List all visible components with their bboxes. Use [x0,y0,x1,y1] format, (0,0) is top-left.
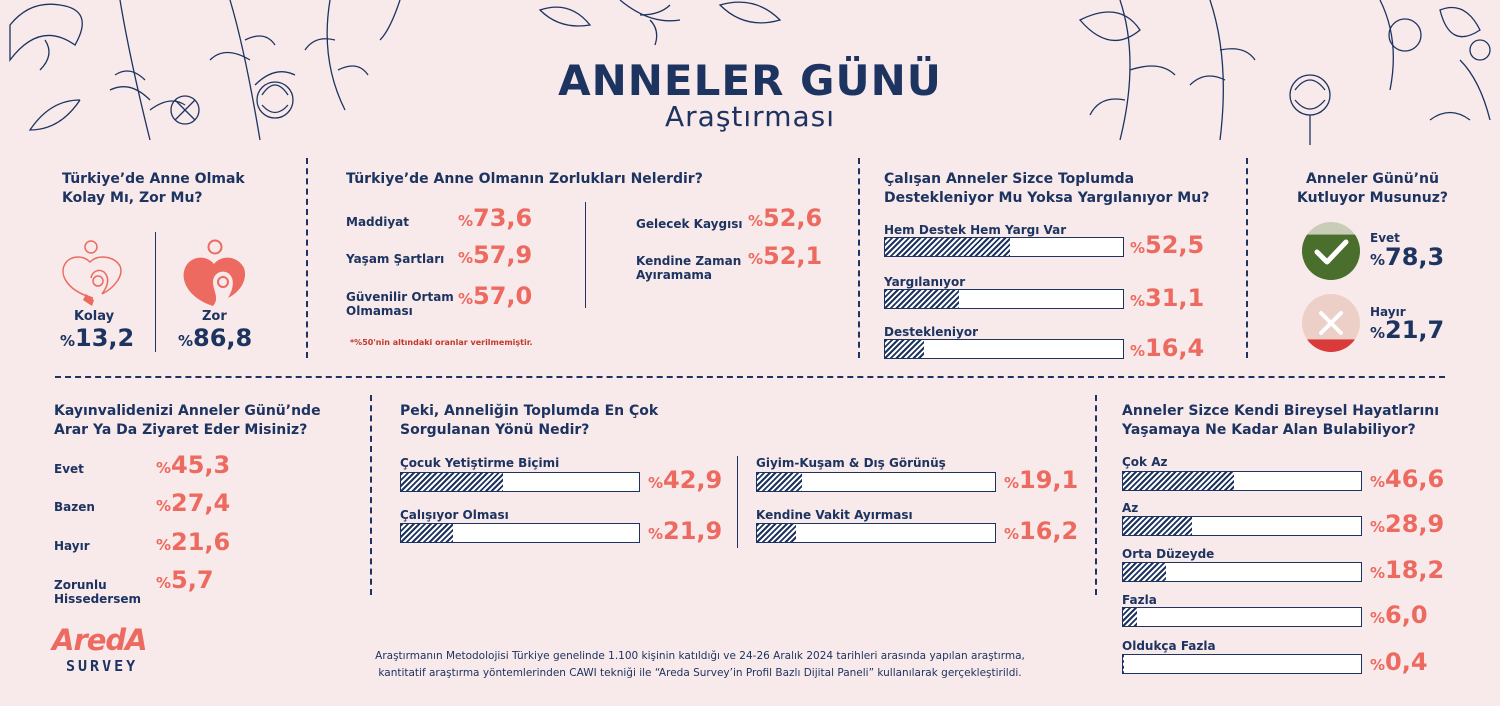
bar-label: Az [1122,501,1139,515]
bar-fill [885,290,959,308]
zorluk-label: Kendine Zaman Ayıramama [636,254,742,282]
evet-label: Evet [1370,231,1400,245]
mother-child-outline-icon [58,236,128,308]
bar-fill [757,473,802,491]
zorluk-value: %57,9 [458,241,533,269]
answer-value: %5,7 [156,566,214,594]
bar-value: %18,2 [1370,556,1445,584]
logo-sub: SURVEY [66,657,139,675]
question-title: Türkiye’de Anne Olmanın Zorlukları Nelerdir? [346,171,703,187]
answer-label: Zorunlu Hissedersem [54,578,142,606]
bar-label: Kendine Vakit Ayırması [756,508,913,522]
bar-label: Hem Destek Hem Yargı Var [884,223,1067,237]
bar-label: Giyim-Kuşam & Dış Görünüş [756,456,946,470]
evet-value: %78,3 [1370,243,1445,271]
kolay-label: Kolay [74,309,115,324]
bar-track [1122,607,1362,627]
bar-fill [1123,517,1192,535]
logo-brand: AredA [52,623,147,657]
bar-fill [885,238,1010,256]
bar-label: Destekleniyor [884,325,978,339]
bar-fill [401,473,503,491]
hayir-value: %21,7 [1370,316,1445,344]
bar-label: Orta Düzeyde [1122,547,1215,561]
hayir-fill [1302,339,1360,352]
bar-label: Yargılanıyor [884,275,966,289]
bar-value: %42,9 [648,466,723,494]
bar-track [884,237,1124,257]
divider [1095,395,1097,595]
answer-label: Hayır [54,539,90,553]
zorluk-label: Maddiyat [346,215,409,229]
question-title: Peki, Anneliğin Toplumda En Çok Sorgulanan Yönü Nedir? [400,403,659,438]
divider [737,456,738,548]
bar-fill [1123,608,1137,626]
zorluk-value: %57,0 [458,282,533,310]
divider [585,202,586,308]
cross-icon [1302,294,1360,352]
divider [155,232,156,352]
bar-fill [1123,563,1166,581]
zorluk-label: Güvenilir Ortam Olmaması [346,290,454,318]
mother-child-filled-icon [180,236,250,308]
bar-fill [885,340,924,358]
page-title: ANNELER GÜNÜ [558,56,942,105]
answer-value: %27,4 [156,489,231,517]
divider [858,158,860,358]
check-icon [1302,222,1360,280]
answer-value: %45,3 [156,451,231,479]
kolay-value: %13,2 [60,324,135,352]
bar-track [400,523,640,543]
bar-value: %46,6 [1370,465,1445,493]
answer-label: Bazen [54,500,95,514]
bar-track [884,289,1124,309]
footnote: *%50'nin altındaki oranlar verilmemiştir. [350,338,533,347]
question-title: Türkiye’de Anne Olmak Kolay Mı, Zor Mu? [62,171,245,206]
methodology-note: Araştırmanın Metodolojisi Türkiye genelinde 1.100 kişinin katıldığı ve 24-26 Aralık 2024 tarihleri arasında yapılan araştırma, kantitatif araştırma yöntemlerinden CAWI tekniği ile “Areda Survey’in Profil Bazlı Dijital Paneli” kullanılarak gerçekleştirildi. [375,650,1025,679]
answer-label: Evet [54,462,84,476]
question-title: Kayınvalidenizi Anneler Günü’nde Arar Ya Da Ziyaret Eder Misiniz? [54,403,321,438]
question-title: Anneler Günü’nü Kutluyor Musunuz? [1297,171,1448,206]
bar-fill [757,524,796,542]
zorluk-value: %52,6 [748,204,823,232]
bar-value: %0,4 [1370,648,1428,676]
question-title: Çalışan Anneler Sizce Toplumda Destekleniyor Mu Yoksa Yargılanıyor Mu? [884,171,1210,206]
bar-track [1122,654,1362,674]
zorluk-label: Yaşam Şartları [346,252,445,266]
bar-fill [1123,472,1234,490]
bar-track [400,472,640,492]
bar-label: Fazla [1122,593,1157,607]
answer-value: %21,6 [156,528,231,556]
bar-fill [1123,655,1124,673]
divider [306,158,308,358]
page-subtitle: Araştırması [665,100,835,133]
bar-track [1122,562,1362,582]
divider [55,376,1445,378]
bar-track [1122,516,1362,536]
bar-track [756,523,996,543]
bar-value: %28,9 [1370,510,1445,538]
bar-value: %16,2 [1004,517,1079,545]
areda-logo [52,624,162,676]
bar-label: Çok Az [1122,455,1168,469]
bar-value: %21,9 [648,517,723,545]
hayir-label: Hayır [1370,305,1406,319]
zor-value: %86,8 [178,324,253,352]
bar-label: Çocuk Yetiştirme Biçimi [400,456,560,470]
bar-label: Oldukça Fazla [1122,639,1216,653]
bar-value: %6,0 [1370,601,1428,629]
bar-track [756,472,996,492]
zorluk-label: Gelecek Kaygısı [636,217,743,231]
zorluk-value: %73,6 [458,204,533,232]
bar-fill [401,524,453,542]
divider [370,395,372,595]
bar-value: %16,4 [1130,334,1205,362]
question-title: Anneler Sizce Kendi Bireysel Hayatlarını Yaşamaya Ne Kadar Alan Bulabiliyor? [1122,403,1440,438]
bar-value: %19,1 [1004,466,1079,494]
zorluk-value: %52,1 [748,242,823,270]
divider [1246,158,1248,358]
bar-value: %52,5 [1130,231,1205,259]
bar-label: Çalışıyor Olması [400,508,509,522]
floral-decoration-center [520,0,820,55]
bar-value: %31,1 [1130,284,1205,312]
bar-track [884,339,1124,359]
zor-label: Zor [202,309,227,324]
bar-track [1122,471,1362,491]
